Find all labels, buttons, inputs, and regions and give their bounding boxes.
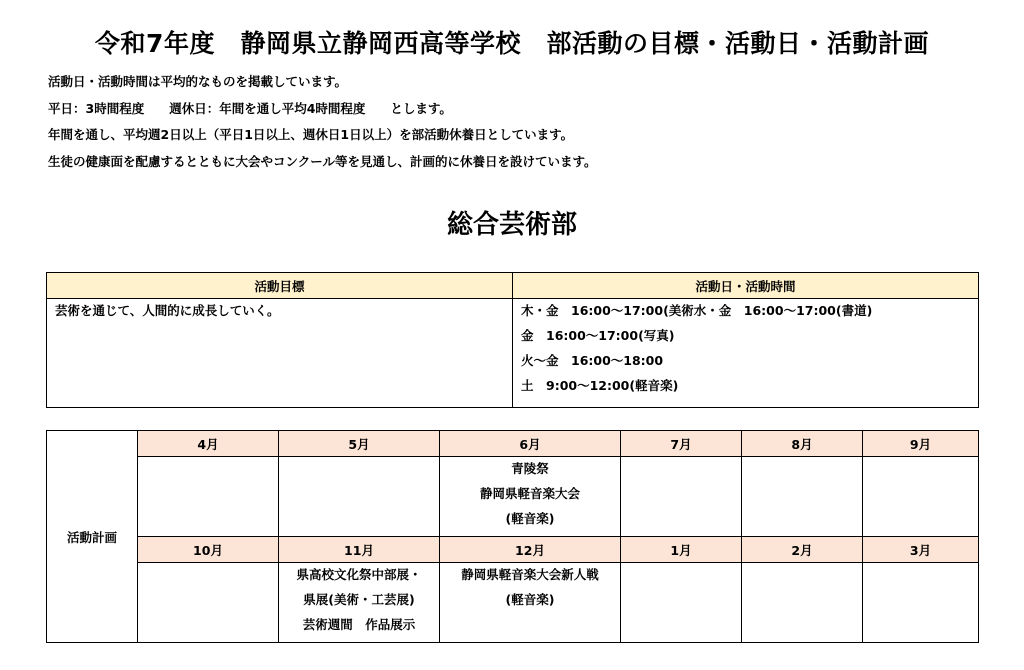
- month-events-cell: [863, 457, 979, 537]
- month-header: 7月: [621, 431, 742, 457]
- document-title: 令和7年度 静岡県立静岡西高等学校 部活動の目標・活動日・活動計画: [95, 29, 929, 58]
- plan-label: 活動計画: [47, 431, 138, 643]
- goal-cell: [47, 299, 513, 408]
- goal-text: 芸術を通じて、人間的に成長していく。: [55, 303, 280, 318]
- month-header: 4月: [138, 431, 279, 457]
- month-header: 6月: [440, 431, 621, 457]
- month-header: 9月: [863, 431, 979, 457]
- month-header: 12月: [440, 537, 621, 563]
- schedule-line: 土 9:00～12:00(軽音楽): [521, 378, 679, 393]
- schedule-line: 火～金 16:00～18:00: [521, 353, 664, 368]
- notes: [48, 74, 597, 180]
- schedule-header: 活動日・活動時間: [513, 273, 979, 299]
- event-text: 県展(美術・工芸展): [303, 592, 415, 607]
- month-events-cell: [440, 563, 621, 643]
- month-header: 8月: [742, 431, 863, 457]
- schedule-line: 木・金 16:00～17:00(美術水・金 16:00～17:00(書道): [521, 303, 873, 318]
- schedule-line: 金 16:00～17:00(写真): [521, 328, 675, 343]
- goal-header: 活動目標: [47, 273, 513, 299]
- month-events-cell: [279, 457, 440, 537]
- month-events-cell: [621, 563, 742, 643]
- schedule-cell: [513, 299, 979, 408]
- month-events-cell: [863, 563, 979, 643]
- month-header: 5月: [279, 431, 440, 457]
- note-line: 平日：3時間程度 週休日：年間を通し平均4時間程度 とします。: [48, 100, 452, 116]
- event-text: 静岡県軽音楽大会新人戦: [461, 567, 599, 582]
- note-line: 活動日・活動時間は平均的なものを掲載しています。: [48, 74, 348, 89]
- month-header: 2月: [742, 537, 863, 563]
- event-text: (軽音楽): [505, 511, 555, 526]
- month-header: 3月: [863, 537, 979, 563]
- month-header: 1月: [621, 537, 742, 563]
- plan-table: [46, 430, 979, 643]
- event-text: 県高校文化祭中部展・: [296, 567, 422, 582]
- month-events-cell: [138, 457, 279, 537]
- month-events-cell: [138, 563, 279, 643]
- month-header: 10月: [138, 537, 279, 563]
- event-text: (軽音楽): [505, 592, 555, 607]
- event-text: 芸術週間 作品展示: [302, 617, 416, 632]
- event-text: 静岡県軽音楽大会: [479, 486, 580, 501]
- month-events-cell: [440, 457, 621, 537]
- summary-table: [46, 272, 979, 408]
- month-header: 11月: [279, 537, 440, 563]
- month-events-cell: [621, 457, 742, 537]
- event-text: 青陵祭: [511, 461, 549, 476]
- note-line: 生徒の健康面を配慮するとともに大会やコンクール等を見通し、計画的に休養日を設けています。: [48, 153, 597, 169]
- note-line: 年間を通し、平均週2日以上（平日1日以上、週休日1日以上）を部活動休養日としています。: [48, 127, 574, 142]
- month-events-cell: [742, 457, 863, 537]
- month-events-cell: [742, 563, 863, 643]
- month-events-cell: [279, 563, 440, 643]
- club-name: 総合芸術部: [446, 210, 577, 240]
